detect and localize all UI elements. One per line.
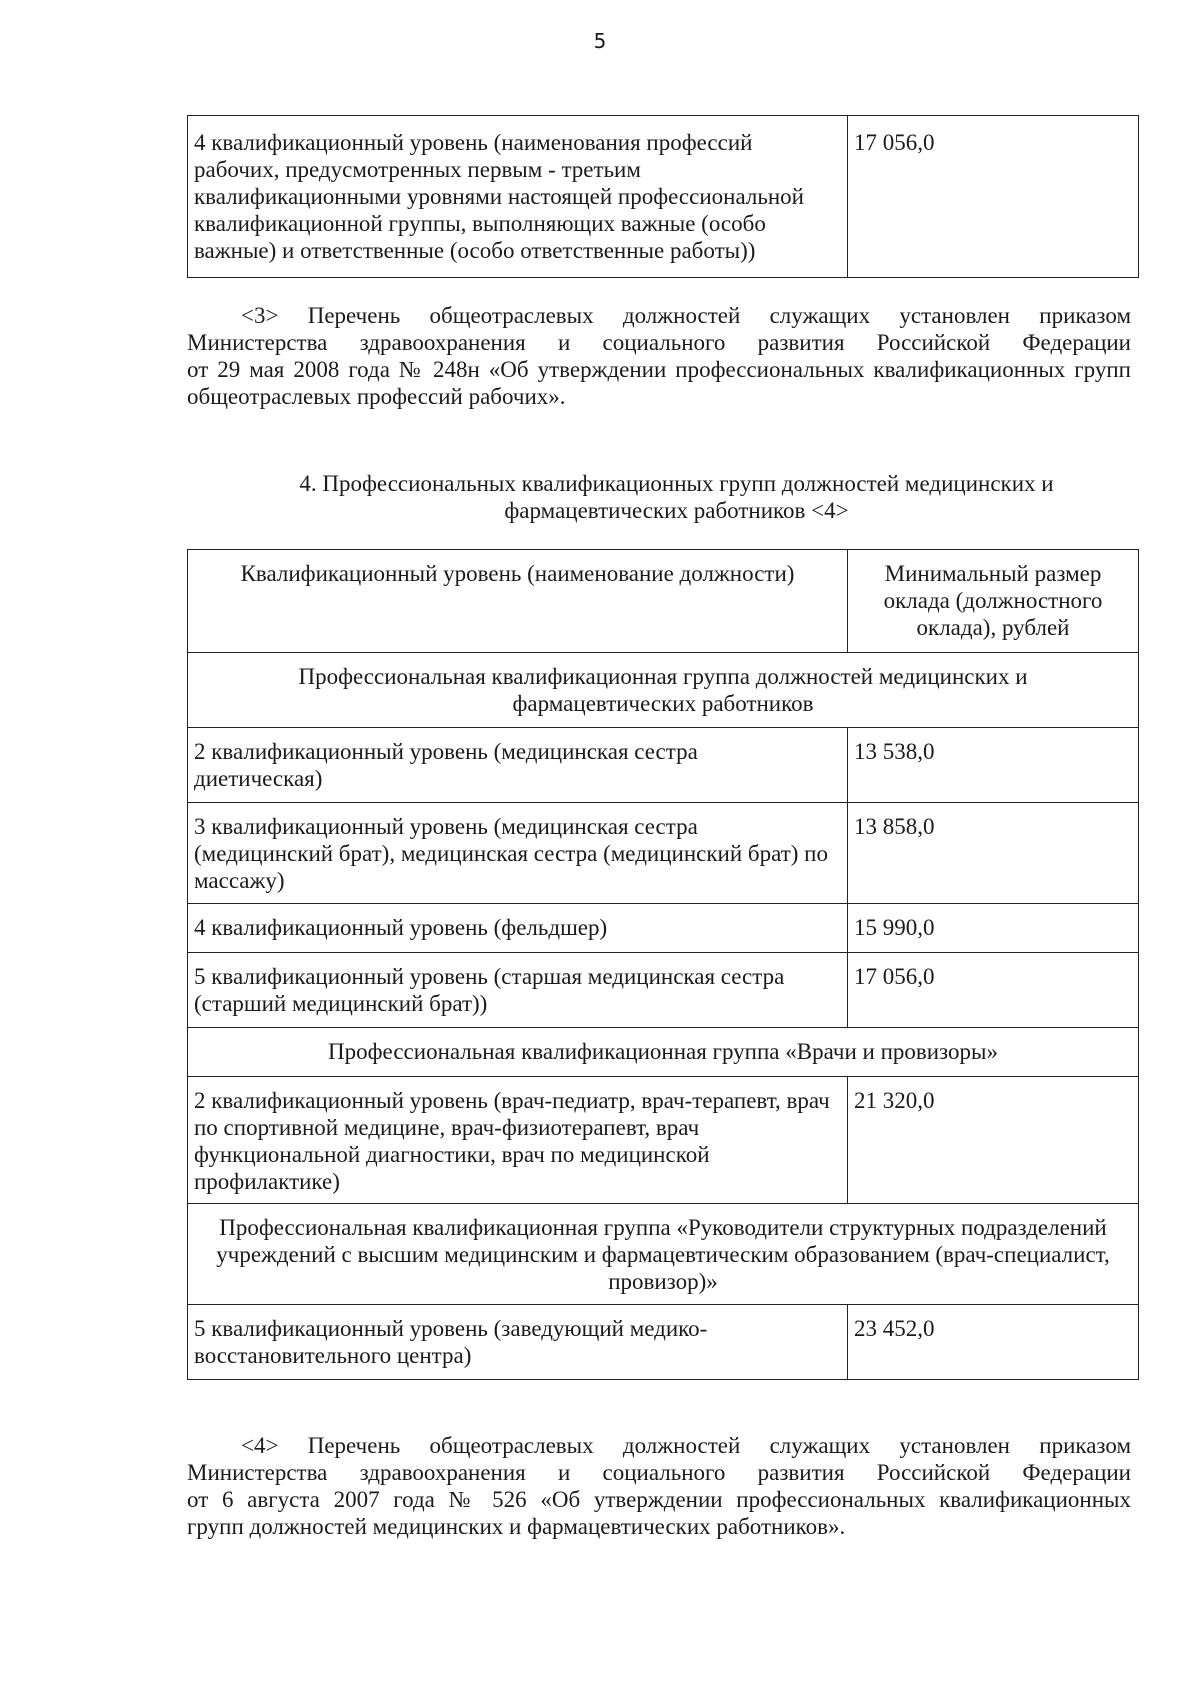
footnote-4: [187, 1432, 1131, 1540]
table-row: [188, 1305, 1139, 1380]
level-cell: 4 квалификационный уровень (наименования профессий рабочих, предусмотренных первым - третьим квалификационными уровнями настоящей профессиональной квалификационной группы, выполняющих важные (особо важные) и ответственные (особо ответственные работы)): [188, 116, 848, 278]
footnote-line: от 6 августа 2007 года № 526 «Об утверждении профессиональных квалификационных: [187, 1487, 1131, 1512]
footnote-line: общеотраслевых профессий рабочих».: [187, 384, 566, 409]
table-row: [188, 904, 1139, 953]
header-salary: Минимальный размер оклада (должностного оклада), рублей: [848, 550, 1139, 653]
level-cell: 2 квалификационный уровень (медицинская сестра диетическая): [188, 728, 848, 803]
salary-value-cell: 17 056,0: [848, 116, 1139, 278]
level-cell: 4 квалификационный уровень (фельдшер): [188, 904, 848, 953]
table-row: [188, 803, 1139, 904]
table-row: [188, 728, 1139, 803]
page-number: 5: [593, 29, 607, 53]
group-title: Профессиональная квалификационная группа «Руководители структурных подразделений учреждений с высшим медицинским и фармацевтическим образованием (врач-специалист, провизор)»: [188, 1204, 1139, 1305]
footnote-line: от 29 мая 2008 года № 248н «Об утверждении профессиональных квалификационных групп: [187, 357, 1131, 382]
level-cell: 5 квалификационный уровень (заведующий медико-восстановительного центра): [188, 1305, 848, 1380]
level-cell: 2 квалификационный уровень (врач-педиатр, врач-терапевт, врач по спортивной медицине, врач-физиотерапевт, врач функциональной диагностики, врач по медицинской профилактике): [188, 1077, 848, 1204]
group-title: Профессиональная квалификационная группа «Врачи и провизоры»: [188, 1028, 1139, 1077]
footnote-line: Министерства здравоохранения и социального развития Российской Федерации: [187, 1460, 1131, 1485]
salary-value-cell: 23 452,0: [848, 1305, 1139, 1380]
salary-value-cell: 17 056,0: [848, 953, 1139, 1028]
level-cell: 5 квалификационный уровень (старшая медицинская сестра (старший медицинский брат)): [188, 953, 848, 1028]
section-title: [187, 470, 1138, 524]
footnote-line: <4> Перечень общеотраслевых должностей служащих установлен приказом: [241, 1433, 1131, 1458]
footnote-line: Министерства здравоохранения и социального развития Российской Федерации: [187, 330, 1131, 355]
table-row: [188, 953, 1139, 1028]
salary-value-cell: 21 320,0: [848, 1077, 1139, 1204]
header-level: Квалификационный уровень (наименование должности): [188, 550, 848, 653]
salary-value-cell: 13 858,0: [848, 803, 1139, 904]
salary-value-cell: 13 538,0: [848, 728, 1139, 803]
group-row: [188, 653, 1139, 728]
group-title: Профессиональная квалификационная группа должностей медицинских и фармацевтических работников: [188, 653, 1139, 728]
section-title-line: фармацевтических работников <4>: [504, 498, 849, 523]
top-salary-table: [187, 115, 1139, 278]
salary-value-cell: 15 990,0: [848, 904, 1139, 953]
group-row: [188, 1204, 1139, 1305]
group-row: [188, 1028, 1139, 1077]
medical-salary-table: [187, 549, 1139, 1380]
footnote-line: групп должностей медицинских и фармацевтических работников».: [187, 1514, 846, 1539]
section-title-line: 4. Профессиональных квалификационных групп должностей медицинских и: [299, 471, 1054, 496]
footnote-line: <3> Перечень общеотраслевых должностей служащих установлен приказом: [241, 303, 1131, 328]
table-row: [188, 116, 1139, 278]
footnote-3: [187, 302, 1131, 410]
table-header-row: [188, 550, 1139, 653]
table-row: [188, 1077, 1139, 1204]
level-cell: 3 квалификационный уровень (медицинская сестра (медицинский брат), медицинская сестра (медицинский брат) по массажу): [188, 803, 848, 904]
